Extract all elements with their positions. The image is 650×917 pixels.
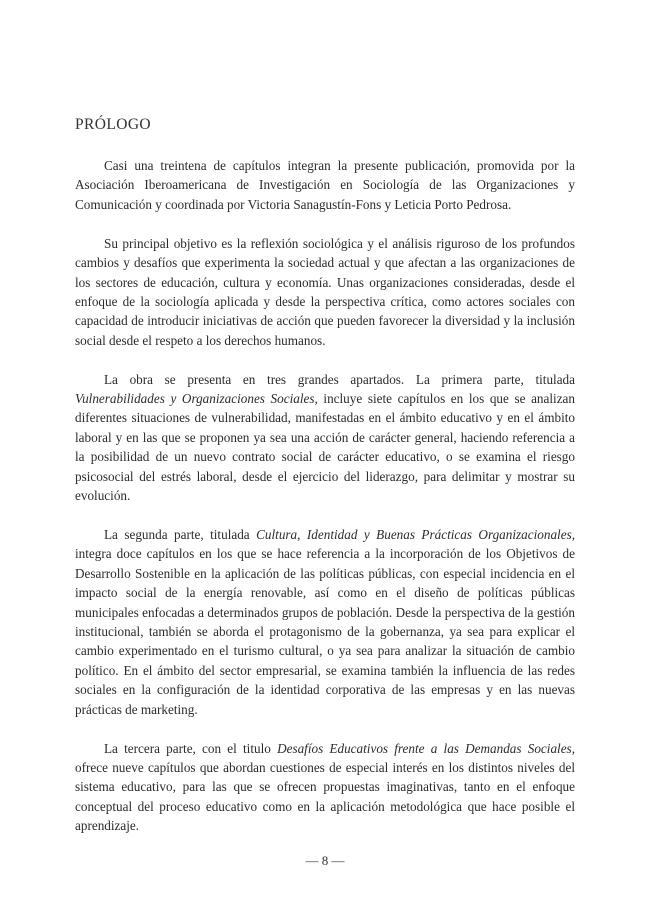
paragraph-4-before: La segunda parte, titulada — [104, 527, 257, 542]
paragraph-4-after: integra doce capítulos en los que se hace referencia a la incorporación de los Objetivos de Desarrollo Sostenible en la aplicación de las políticas públicas, con especial incidencia en el impacto social de la energía renovable, así como en el diseño de políticas públicas municipales enfocadas a determinados grupos de población. Desde la perspectiva de la gestión institucional, también se aborda el protagonismo de la gobernanza, ya sea para explicar el cambio experimentado en el turismo cultural, o ya sea para analizar la situación de cambio político. En el ámbito del sector empresarial, se examina también la influencia de las redes sociales en la configuración de la identidad corporativa de las empresas y en las nuevas prácticas de marketing. — [75, 546, 575, 717]
paragraph-5-after: ofrece nueve capítulos que abordan cuestiones de especial interés en los distintos niveles del sistema educativo, para las que se ofrecen propuestas imaginativas, tanto en el enfoque conceptual del proceso educativo como en la aplicación metodológica que hace posible el aprendizaje. — [75, 759, 575, 834]
paragraph-5-italic-title: Desafíos Educativos frente a las Demandas Sociales, — [277, 740, 575, 756]
paragraph-1 — [75, 156, 575, 214]
page-number: — 8 — — [305, 853, 345, 868]
paragraph-4 — [75, 525, 575, 719]
paragraph-3 — [75, 370, 575, 506]
paragraph-3-after: incluye siete capítulos en los que se analizan diferentes situaciones de vulnerabilidad, manifestadas en el ámbito educativo y en el ámbito laboral y en las que se proponen ya sea una acción de carácter general, haciendo referencia a la posibilidad de un nuevo contrato social de carácter educativo, o se examina el riesgo psicosocial del estrés laboral, desde el ejercicio del liderazgo, para delimitar y mostrar su evolución. — [75, 391, 575, 504]
paragraph-1-text: Casi una treintena de capítulos integran la presente publicación, promovida por la Asociación Iberoamericana de Investigación en Sociología de las Organizaciones y Comunicación y coordinada por Victoria Sanagustín-Fons y Leticia Porto Pedrosa. — [75, 158, 575, 212]
paragraph-3-before: La obra se presenta en tres grandes apartados. La primera parte, titulada — [104, 371, 575, 387]
page-body — [75, 116, 575, 855]
paragraph-5 — [75, 739, 575, 836]
paragraph-2 — [75, 234, 575, 350]
paragraph-2-text: Su principal objetivo es la reflexión sociológica y el análisis riguroso de los profundos cambios y desafíos que experimenta la sociedad actual y que afectan a las organizaciones de los sectores de educación, cultura y economía. Unas organizaciones consideradas, desde el enfoque de la sociología aplicada y desde la perspectiva crítica, como actores sociales con capacidad de introducir iniciativas de acción que pueden favorecer la diversidad y la inclusión social desde el respeto a los derechos humanos. — [75, 235, 575, 348]
paragraph-5-before: La tercera parte, con el titulo — [104, 740, 278, 756]
paragraph-4-italic-title: Cultura, Identidad y Buenas Prácticas Organizacionales, — [256, 527, 575, 542]
paragraph-3-italic-title: Vulnerabilidades y Organizaciones Sociales, — [75, 391, 318, 407]
page-title: PRÓLOGO — [75, 116, 152, 133]
